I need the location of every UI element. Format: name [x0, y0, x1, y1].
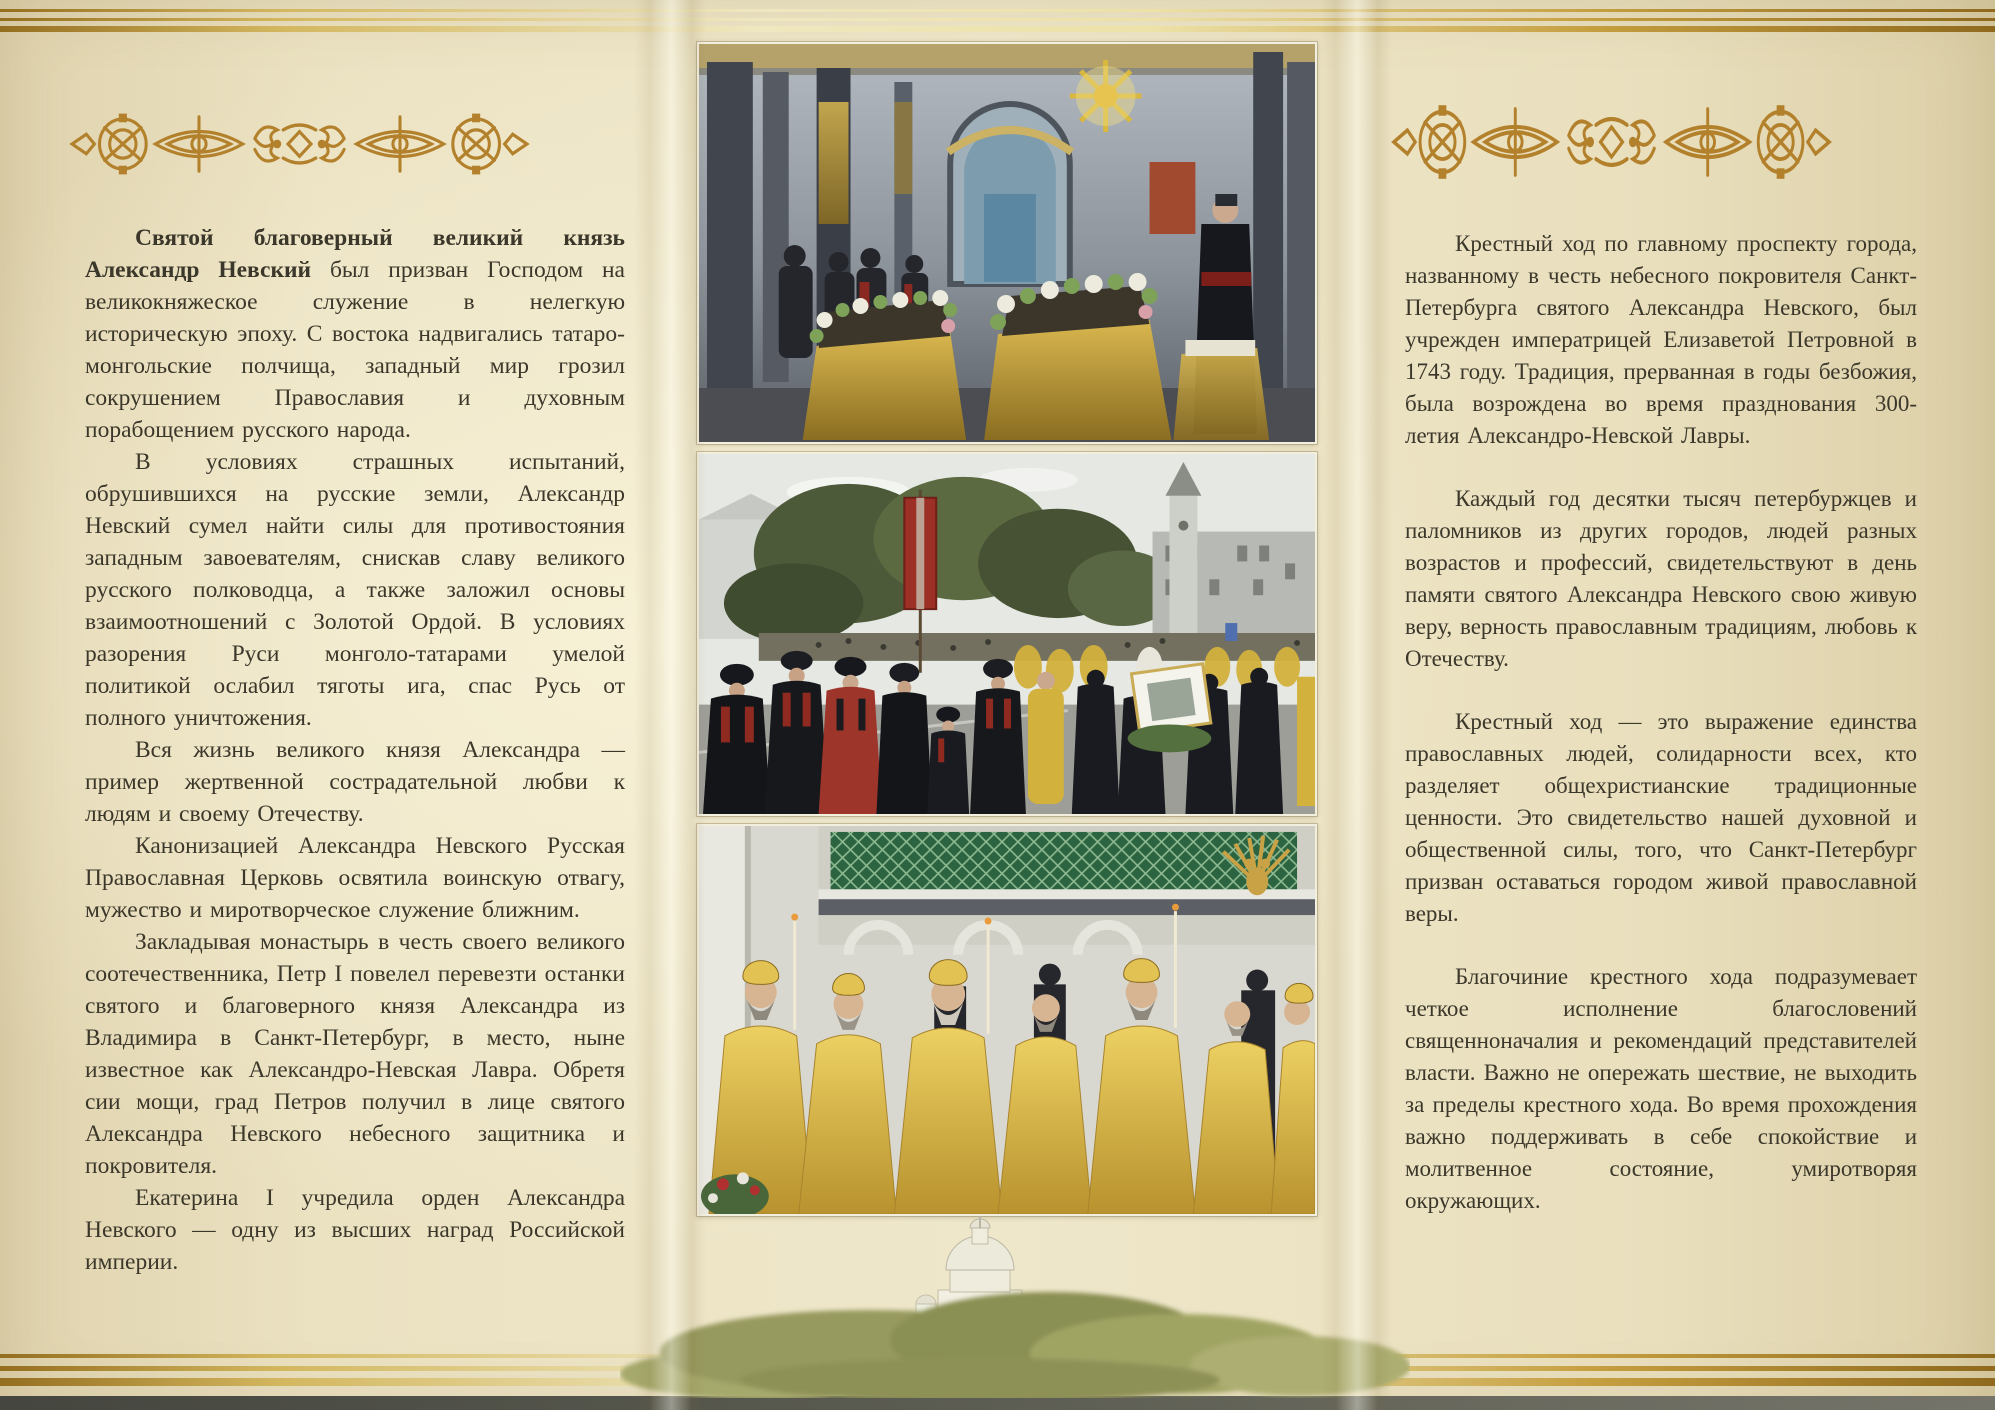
right-text-column [1405, 228, 1917, 1217]
top-gold-rule [0, 26, 1995, 32]
paragraph: Крестный ход по главному проспекту города, названному в честь небесного покровителя Санкт-Петербурга святого Александра Невского, был учрежден императрицей Елизаветой Петровной в 1743 году. Традиция, прерванная в годы безбожия, была возрождена во время празднования 300-летия Александро-Невской Лавры. [1405, 231, 1917, 448]
lavra-vignette [620, 1212, 1410, 1398]
cathedral-interior-photo [697, 42, 1317, 444]
paragraph: Вся жизнь великого князя Александра — пример жертвенной сострадательной любви к людям и своему Отечеству. [85, 737, 625, 827]
paragraph: Каждый год десятки тысяч петербуржцев и паломников из других городов, людей разных возрастов и профессий, свидетельствуют в день памяти святого Александра Невского свою живую веру, верность православным традициям, любовь к Отечеству. [1405, 486, 1917, 671]
scan-edge-strip [0, 1396, 1995, 1410]
paragraph: Закладывая монастырь в честь своего великого соотечественника, Петр I повелел перевезти останки святого и благоверного князя Александра из Владимира в Санкт-Петербург, в место, ныне известное как Александро-Невская Лавра. Обретя сии мощи, град Петров получил в лице святого Александра Невского небесного защитника и покровителя. [85, 929, 625, 1179]
procession-photo [697, 452, 1317, 816]
paragraph: Крестный ход — это выражение единства православных людей, солидарности всех, кто разделяет общехристианские традиционные ценности. Это свидетельство нашей духовной и общественной силы, того, что Санкт-Петербург призван оставаться городом живой православной веры. [1405, 709, 1917, 926]
paragraph-text: был призван Господом на великокняжеское служение в нелегкую историческую эпоху. С востока надвигались татаро-монгольские полчища, западный мир грозил сокрушением Православия и духовным порабощением русского народа. [85, 257, 625, 443]
paragraph: Екатерина I учредила орден Александра Невского — одну из высших наград Российской империи. [85, 1185, 625, 1275]
lead-phrase: Святой благоверный великий князь Александр Невский [85, 225, 625, 283]
left-text-column [85, 222, 625, 1278]
fold-crease [634, 0, 706, 1410]
paragraph [85, 222, 625, 446]
knotwork-headpiece-icon [1388, 96, 1835, 188]
fold-crease [1320, 0, 1392, 1410]
knotwork-headpiece-icon [66, 106, 533, 182]
top-gold-rule [0, 9, 1995, 12]
paragraph: Благочиние крестного хода подразумевает четкое исполнение благословений священноначалия и рекомендаций представителей власти. Важно не опережать шествие, не выходить за пределы крестного хода. Во время прохождения важно поддерживать в себе спокойствие и молитвенное состояние, умиротворяя окружающих. [1405, 964, 1917, 1213]
paragraph: В условиях страшных испытаний, обрушившихся на русские земли, Александр Невский сумел найти силы для противостояния западным завоевателям, снискав славу великого русского полководца, а также заложил основы взаимоотношений с Золотой Ордой. В условиях разорения Руси монголо-татарами умелой политикой ослабил тяготы ига, спас Русь от полного уничтожения. [85, 449, 625, 731]
paragraph: Канонизацией Александра Невского Русская Православная Церковь освятила воинскую отвагу, мужество и миротворческое служение ближним. [85, 833, 625, 923]
top-gold-rule [0, 18, 1995, 21]
clergy-gold-vestments-photo [697, 824, 1317, 1216]
